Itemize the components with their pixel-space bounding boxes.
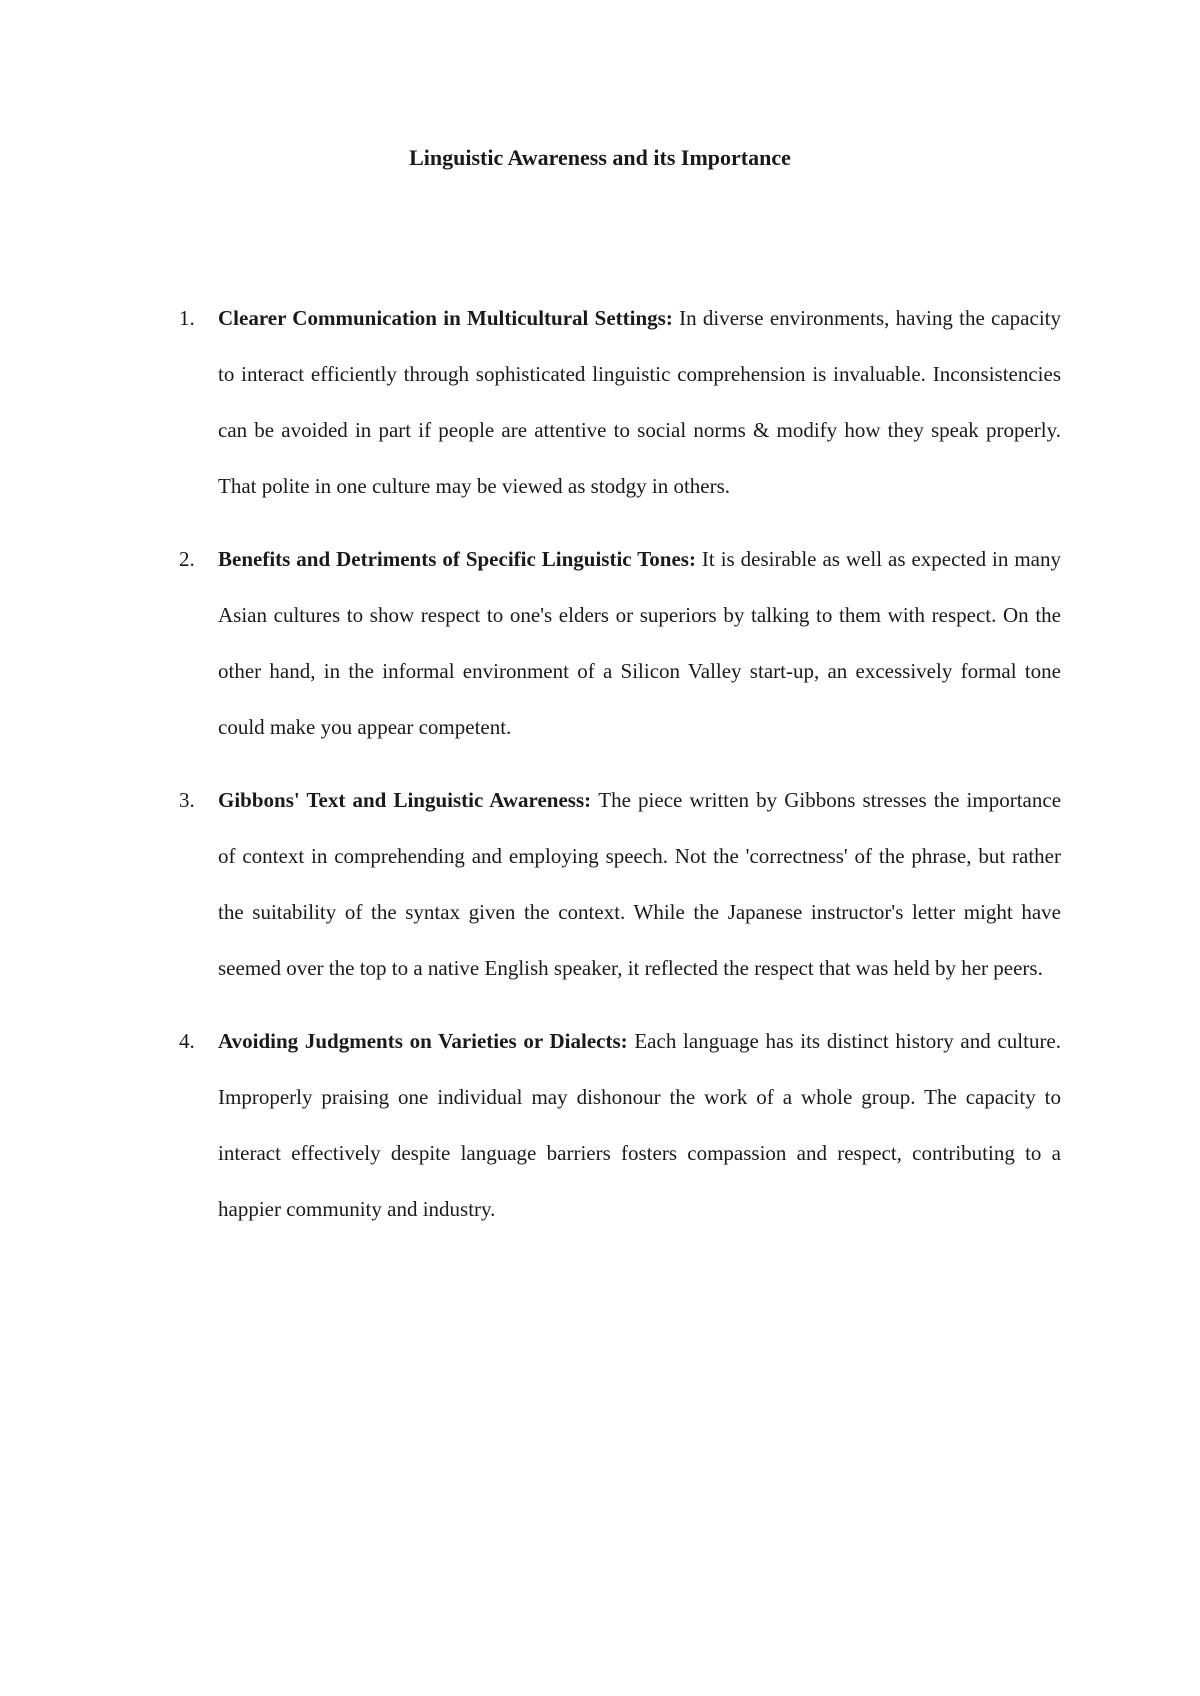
numbered-list: [179, 290, 1062, 1254]
document-title: Linguistic Awareness and its Importance: [409, 145, 791, 170]
list-item-heading: Avoiding Judgments on Varieties or Dialects:: [218, 1029, 635, 1053]
list-item-heading: Gibbons' Text and Linguistic Awareness:: [218, 788, 599, 812]
list-item: [179, 290, 1061, 514]
list-item-number: 3.: [179, 788, 195, 812]
list-item: [179, 772, 1062, 996]
list-item: [179, 1013, 1062, 1237]
list-item: [179, 531, 1062, 755]
list-item-number: 2.: [179, 547, 195, 571]
list-item-body: The piece written by Gibbons stresses the importance of context in comprehending and employing speech. Not the 'correctness' of the phrase, but rather the suitability of the syntax given the context. While the Japanese instructor's letter might have seemed over the top to a native English speaker, it reflected the respect that was held by her peers.: [218, 788, 1062, 980]
list-item-number: 1.: [179, 306, 195, 330]
list-item-body: It is desirable as well as expected in many Asian cultures to show respect to one's elders or superiors by talking to them with respect. On the other hand, in the informal environment of a Silicon Valley start-up, an excessively formal tone could make you appear competent.: [218, 547, 1062, 739]
list-item-heading: Benefits and Detriments of Specific Linguistic Tones:: [218, 547, 702, 571]
list-item-heading: Clearer Communication in Multicultural Settings:: [218, 306, 680, 330]
list-item-body: In diverse environments, having the capacity to interact efficiently through sophisticated linguistic comprehension is invaluable. Inconsistencies can be avoided in part if people are attentive to social norms & modify how they speak properly. That polite in one culture may be viewed as stodgy in others.: [218, 306, 1061, 498]
list-item-body: Each language has its distinct history and culture. Improperly praising one individual may dishonour the work of a whole group. The capacity to interact effectively despite language barriers fosters compassion and respect, contributing to a happier community and industry.: [218, 1029, 1062, 1221]
list-item-number: 4.: [179, 1029, 195, 1053]
